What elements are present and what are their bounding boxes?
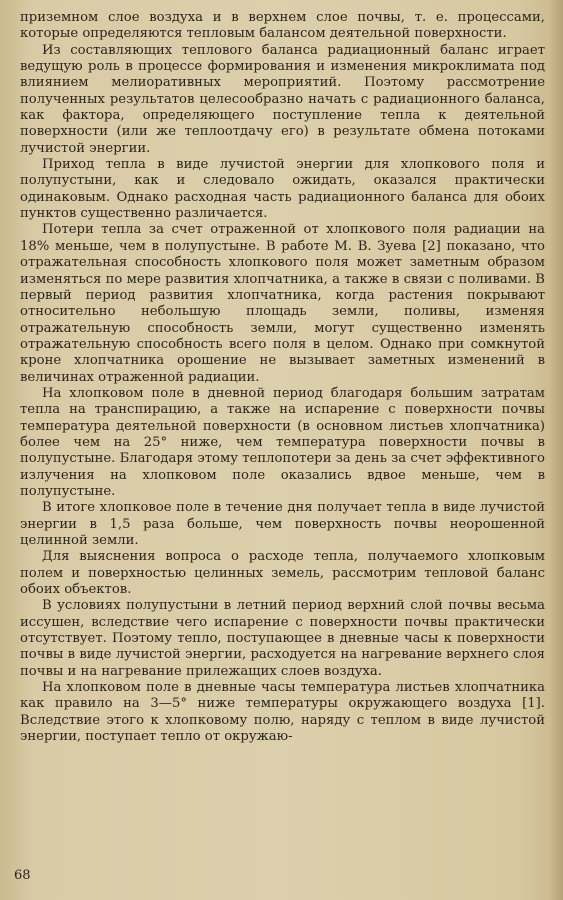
paragraph-1: приземном слое воздуха и в верхнем слое почвы, т. е. процессами, которые определяются тепловым балансом деятельной поверхности.	[20, 10, 545, 42]
paragraph-2: Из составляющих теплового баланса радиационный баланс играет ведущую роль в процессе формирования и изменения микроклимата под влиянием мелиоративных мероприятий. Поэтому рассмотрение полученных результатов целесообразно начать с радиационного баланса, как фактора, определяющего поступление тепла к деятельной поверхности (или же теплоотдачу его) в результате обмена потоками лучистой энергии.	[20, 42, 545, 156]
paragraph-3: Приход тепла в виде лучистой энергии для хлопкового поля и полупустыни, как и следовало ожидать, оказался практически одинаковым. Однако расходная часть радиационного баланса для обоих пунктов существенно различается.	[20, 157, 545, 222]
page-number: 68	[14, 868, 31, 883]
paragraph-9: На хлопковом поле в дневные часы температура листьев хлопчатника как правило на 3—5° ниже температуры окружающего воздуха [1]. Вследствие этого к хлопковому полю, наряду с теплом в виде лучистой энергии, поступает тепло от окружаю-	[20, 680, 545, 745]
paragraph-5: На хлопковом поле в дневной период благодаря большим затратам тепла на транспирацию, а также на испарение с поверхности почвы температура деятельной поверхности (в основном листьев хлопчатника) более чем на 25° ниже, чем температура поверхности почвы в полупустыне. Благодаря этому теплопотери за день за счет эффективного излучения на хлопковом поле оказались вдвое меньше, чем в полупустыне.	[20, 385, 545, 499]
paragraph-7: Для выяснения вопроса о расходе тепла, получаемого хлопковым полем и поверхностью целинных земель, рассмотрим тепловой баланс обоих объектов.	[20, 549, 545, 598]
paragraph-6: В итоге хлопковое поле в течение дня получает тепла в виде лучистой энергии в 1,5 раза больше, чем поверхность почвы неорошенной целинной земли.	[20, 500, 545, 548]
paragraph-8: В условиях полупустыни в летний период верхний слой почвы весьма иссушен, вследствие чего испарение с поверхности почвы практически отсутствует. Поэтому тепло, поступающее в дневные часы к поверхности почвы в виде лучистой энергии, расходуется на нагревание верхнего слоя почвы и на нагревание прилежащих слоев воздуха.	[20, 598, 545, 679]
paragraph-4: Потери тепла за счет отраженной от хлопкового поля радиации на 18% меньше, чем в полупустыне. В работе М. В. Зуева [2] показано, что отражательная способность хлопкового поля может заметным образом изменяться по мере развития хлопчатника, а также в связи с поливами. В первый период развития хлопчатника, когда растения покрывают относительно небольшую площадь земли, поливы, изменяя отражательную способность земли, могут существенно изменять отражательную способность всего поля в целом. Однако при сомкнутой кроне хлопчатника орошение не вызывает заметных изменений в величинах отраженной радиации.	[20, 222, 545, 385]
